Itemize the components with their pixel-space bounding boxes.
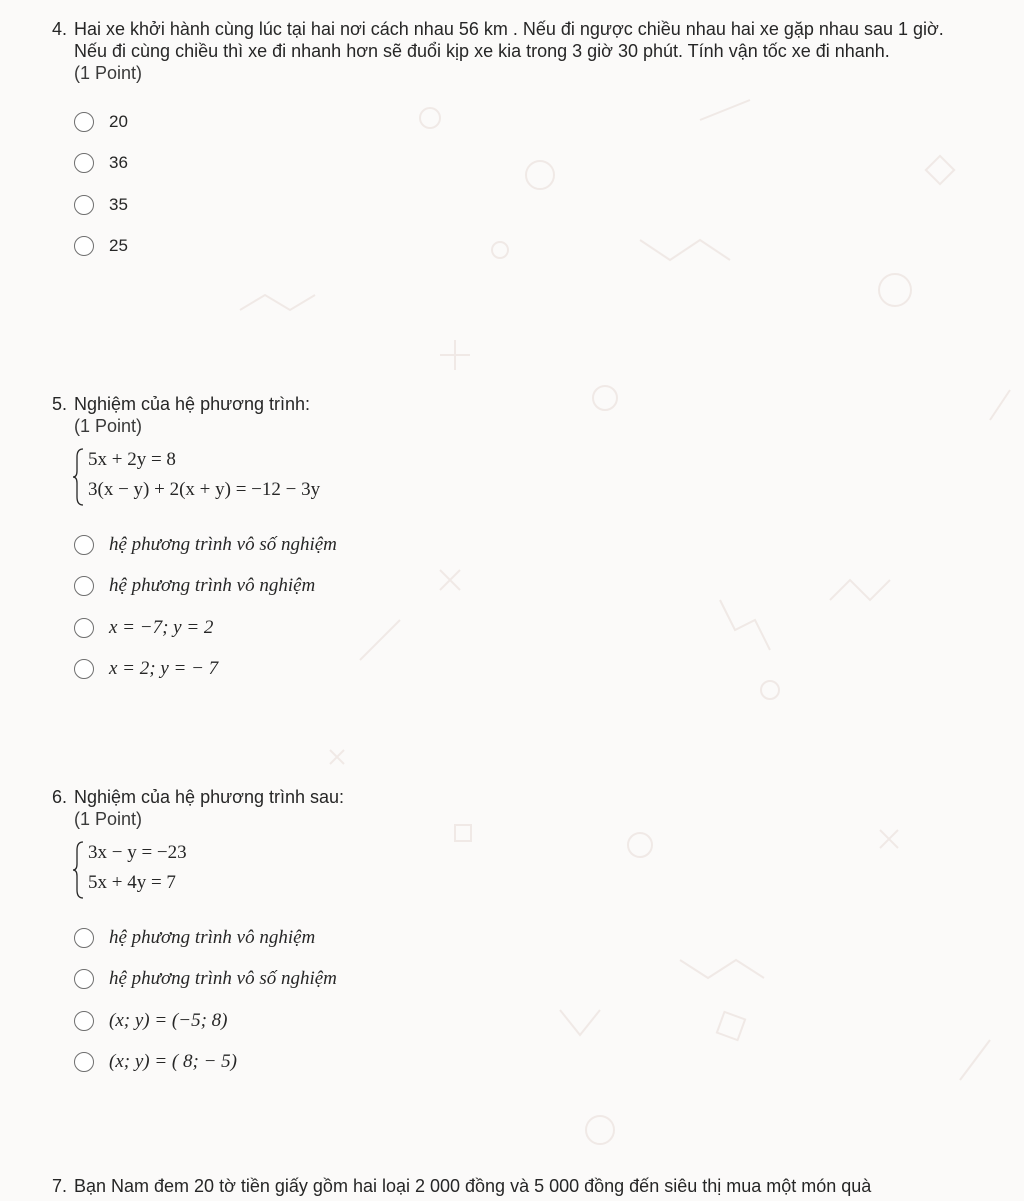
radio-button[interactable] bbox=[74, 195, 94, 215]
radio-button[interactable] bbox=[74, 112, 94, 132]
question-6 bbox=[52, 786, 972, 1083]
radio-button[interactable] bbox=[74, 1011, 94, 1031]
equation-system bbox=[72, 447, 972, 511]
option-label: 20 bbox=[109, 111, 128, 131]
answer-option[interactable] bbox=[74, 607, 972, 649]
question-points: (1 Point) bbox=[74, 809, 143, 829]
answer-option[interactable] bbox=[74, 566, 972, 608]
question-text: Nghiệm của hệ phương trình: bbox=[74, 394, 310, 414]
answer-option[interactable] bbox=[74, 1000, 972, 1042]
answer-option[interactable] bbox=[74, 226, 972, 268]
answer-option[interactable] bbox=[74, 959, 972, 1001]
question-text: Hai xe khởi hành cùng lúc tại hai nơi cách nhau 56 km . Nếu đi ngược chiều nhau hai xe gặp nhau sau 1 giờ. Nếu đi cùng chiều thì xe đi nhanh hơn sẽ đuổi kịp xe kia trong 3 giờ 30 phút. Tính vận tốc xe đi nhanh. bbox=[74, 19, 944, 61]
radio-button[interactable] bbox=[74, 928, 94, 948]
question-number: 7. bbox=[52, 1176, 68, 1196]
option-label: hệ phương trình vô số nghiệm bbox=[109, 533, 337, 555]
question-points: (1 Point) bbox=[74, 63, 143, 83]
question-4 bbox=[52, 18, 972, 267]
answer-option[interactable] bbox=[74, 524, 972, 566]
equation-line: 5x + 4y = 7 bbox=[88, 872, 176, 893]
equation-line: 3x − y = −23 bbox=[88, 842, 187, 863]
radio-button[interactable] bbox=[74, 153, 94, 173]
question-7 bbox=[52, 1175, 972, 1197]
radio-button[interactable] bbox=[74, 659, 94, 679]
question-5 bbox=[52, 393, 972, 690]
question-points: (1 Point) bbox=[74, 416, 143, 436]
radio-button[interactable] bbox=[74, 535, 94, 555]
option-label: hệ phương trình vô số nghiệm bbox=[109, 968, 337, 990]
question-number: 4. bbox=[52, 19, 68, 39]
answer-option[interactable] bbox=[74, 101, 972, 143]
radio-button[interactable] bbox=[74, 576, 94, 596]
radio-button[interactable] bbox=[74, 1052, 94, 1072]
answer-options bbox=[74, 917, 972, 1083]
question-text: Bạn Nam đem 20 tờ tiền giấy gồm hai loại 2 000 đồng và 5 000 đồng đến siêu thị mua một món quà bbox=[74, 1176, 872, 1196]
option-label: (x; y) = (−5; 8) bbox=[109, 1009, 228, 1031]
question-text: Nghiệm của hệ phương trình sau: bbox=[74, 787, 345, 807]
option-label: (x; y) = ( 8; − 5) bbox=[109, 1051, 237, 1073]
option-label: 25 bbox=[109, 236, 128, 256]
option-label: hệ phương trình vô nghiệm bbox=[109, 926, 316, 948]
radio-button[interactable] bbox=[74, 969, 94, 989]
radio-button[interactable] bbox=[74, 236, 94, 256]
brace-symbol bbox=[72, 447, 84, 507]
answer-option[interactable] bbox=[74, 649, 972, 691]
equation-system bbox=[72, 840, 972, 904]
answer-option[interactable] bbox=[74, 1042, 972, 1084]
option-label: x = −7; y = 2 bbox=[109, 616, 214, 638]
answer-option[interactable] bbox=[74, 143, 972, 185]
answer-option[interactable] bbox=[74, 917, 972, 959]
equation-line: 5x + 2y = 8 bbox=[88, 449, 176, 470]
option-label: hệ phương trình vô nghiệm bbox=[109, 575, 316, 597]
option-label: 35 bbox=[109, 194, 128, 214]
brace-symbol bbox=[72, 840, 84, 900]
radio-button[interactable] bbox=[74, 618, 94, 638]
equation-line: 3(x − y) + 2(x + y) = −12 − 3y bbox=[88, 479, 321, 500]
question-number: 5. bbox=[52, 394, 68, 414]
option-label: x = 2; y = − 7 bbox=[109, 658, 219, 680]
answer-options bbox=[74, 524, 972, 690]
option-label: 36 bbox=[109, 153, 128, 173]
answer-options bbox=[74, 101, 972, 267]
answer-option[interactable] bbox=[74, 184, 972, 226]
question-number: 6. bbox=[52, 787, 68, 807]
